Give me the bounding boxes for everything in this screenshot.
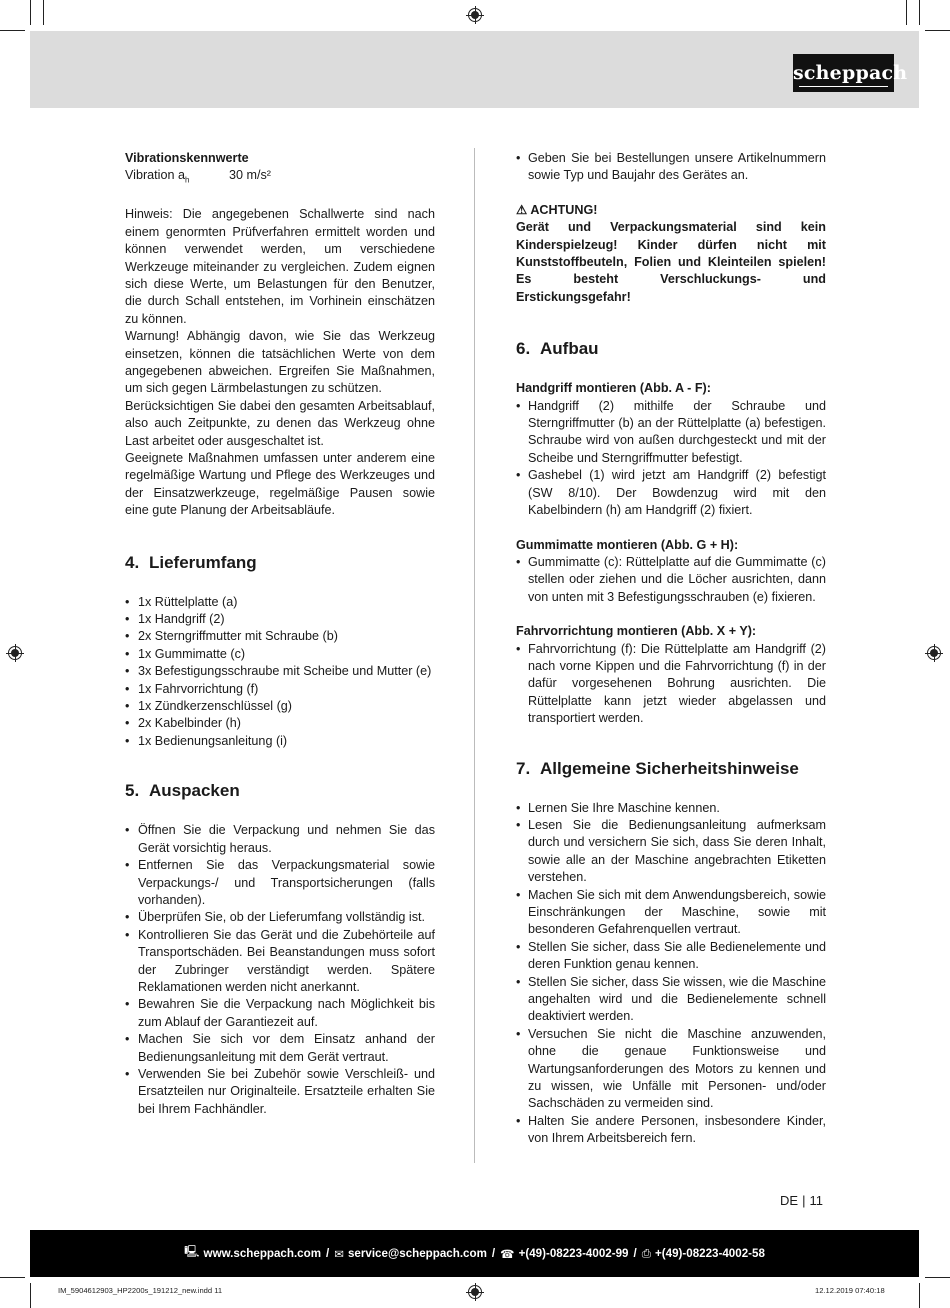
fax-number: +(49)-08223-4002-58: [655, 1247, 765, 1260]
crop-mark: [30, 1283, 31, 1308]
vibration-heading: Vibrationskennwerte: [125, 151, 249, 165]
list-item: • Kontrollieren Sie das Gerät und die Zubehörteile auf Transportschäden. Bei Beanstandungen muss sofort der Zubringer verständigt werden. Spätere Reklamationen werden nicht anerkannt.: [125, 927, 435, 997]
list-item: • 1x Gummimatte (c): [125, 646, 435, 663]
subsection-heading: Fahrvorrichtung montieren (Abb. X + Y):: [516, 624, 757, 639]
crop-mark: [906, 0, 907, 25]
list-item: • Verwenden Sie bei Zubehör sowie Verschleiß- und Ersatzteilen nur Originalteile. Ersatzteile erhalten Sie bei Ihrem Fachhändler.: [125, 1066, 435, 1118]
contact-footer: 🖳 www.scheppach.com / ✉ service@scheppach.com / ☎ +(49)-08223-4002-99 / ⎙ +(49)-08223-4002-58: [30, 1230, 919, 1277]
safety-list: [516, 800, 826, 1148]
vibration-row: [125, 167, 435, 189]
page-number: DE | 11: [780, 1193, 823, 1208]
slug-datetime: 12.12.2019 07:40:18: [815, 1286, 885, 1295]
list-item: • Gummimatte (c): Rüttelplatte auf die Gummimatte (c) stellen oder ziehen und die Löcher ausrichten, dann von unten mit 3 Befestigungsschrauben (e) fixieren.: [516, 554, 826, 606]
unpacking-list: [125, 822, 435, 1118]
email-link[interactable]: service@scheppach.com: [347, 1247, 487, 1260]
section-heading: 7. Allgemeine Sicherheitshinweise: [516, 758, 799, 778]
warning-paragraph: Warnung! Abhängig davon, wie Sie das Werkzeug einsetzen, können die tatsächlichen Werte von dem angegebenen abweichen. Ergreifen Sie Maßnahmen, um sich gegen Lärmbelastungen zu schützen.: [125, 329, 435, 396]
brand-logo: scheppach: [793, 54, 894, 92]
vibration-label: Vibration $a_h$: [125, 168, 190, 185]
list-item: • 2x Sterngriffmutter mit Schraube (b): [125, 628, 435, 645]
slug-filename: IM_5904612903_HP2200s_191212_new.indd 11: [58, 1286, 223, 1295]
section-heading: 4. Lieferumfang: [125, 552, 257, 572]
registration-mark-icon: [468, 8, 482, 22]
list-item: • Handgriff (2) mithilfe der Schraube und Sterngriffmutter (b) an der Rüttelplatte (a) befestigen. Schraube wird von außen durchgesteckt und mit der Scheibe und Sterngriffmutter befestigt.: [516, 398, 826, 468]
registration-mark-icon: [8, 646, 22, 660]
handgriff-list: [516, 398, 826, 520]
mail-icon: ✉: [334, 1247, 344, 1261]
gummimatte-list: [516, 554, 826, 606]
crop-mark: [925, 30, 950, 31]
subsection-heading: Handgriff montieren (Abb. A - F):: [516, 381, 711, 396]
list-item: • 1x Handgriff (2): [125, 611, 435, 628]
delivery-list: [125, 594, 435, 751]
section-heading: 5. Auspacken: [125, 781, 240, 801]
right-column: [516, 150, 826, 1148]
subsection-heading: Gummimatte montieren (Abb. G + H):: [516, 537, 739, 552]
vibration-value: 30 m/s²: [229, 168, 271, 183]
registration-mark-icon: [927, 646, 941, 660]
fax-icon: ⎙: [641, 1246, 651, 1260]
crop-mark: [30, 0, 31, 25]
section-heading: 6. Aufbau: [516, 339, 599, 359]
fahrvorrichtung-list: [516, 641, 826, 728]
left-column: [125, 150, 435, 1118]
list-item: • 1x Fahrvorrichtung (f): [125, 681, 435, 698]
column-divider: [474, 148, 475, 1163]
computer-icon: 🖳: [184, 1245, 200, 1258]
crop-mark: [919, 1283, 920, 1308]
list-item: • Versuchen Sie nicht die Maschine anzuwenden, ohne die genaue Funktionsweise und Wartungsanforderungen des Motors zu kennen und zu wissen, wie Unfälle mit Personen- und/oder Sachschäden zu vermeiden sind.: [516, 1026, 826, 1113]
list-item: • Öffnen Sie die Verpackung und nehmen Sie das Gerät vorsichtig heraus.: [125, 822, 435, 857]
consider-paragraph: Berücksichtigen Sie dabei den gesamten Arbeitsablauf, also auch Zeitpunkte, zu denen das Werkzeug ohne Last arbeitet oder ausgeschaltet ist.: [125, 398, 435, 448]
crop-mark: [0, 1277, 25, 1278]
phone-number: +(49)-08223-4002-99: [518, 1247, 629, 1260]
list-item: • Entfernen Sie das Verpackungsmaterial sowie Verpackungs-/ und Transportsicherungen (falls vorhanden).: [125, 857, 435, 909]
list-item: • Stellen Sie sicher, dass Sie alle Bedienelemente und deren Funktion genau kennen.: [516, 939, 826, 974]
list-item: • Geben Sie bei Bestellungen unsere Artikelnummern sowie Typ und Baujahr des Gerätes an.: [516, 150, 826, 185]
attention-text: Gerät und Verpackungsmaterial sind kein Kinderspielzeug! Kinder dürfen nicht mit Kunststoffbeuteln, Folien und Kleinteilen spielen! Es besteht Verschluckungs- und Erstickungsgefahr!: [516, 220, 826, 304]
list-item: • Fahrvorrichtung (f): Die Rüttelplatte am Handgriff (2) nach vorne Kippen und die Fahrvorrichtung (f) in der dafür vorgesehenen Bohrung ausrichten. Die Rüttelplatte kann jetzt wieder abgelassen und transportiert werden.: [516, 641, 826, 728]
list-item: • Machen Sie sich vor dem Einsatz anhand der Bedienungsanleitung mit dem Gerät vertraut.: [125, 1031, 435, 1066]
list-item: • Überprüfen Sie, ob der Lieferumfang vollständig ist.: [125, 909, 435, 926]
list-item: • Halten Sie andere Personen, insbesondere Kinder, von Ihrem Arbeitsbereich fern.: [516, 1113, 826, 1148]
list-item: • 1x Rüttelplatte (a): [125, 594, 435, 611]
list-item: • 1x Zündkerzenschlüssel (g): [125, 698, 435, 715]
list-item: • 2x Kabelbinder (h): [125, 715, 435, 732]
order-list: [516, 150, 826, 185]
crop-mark: [919, 0, 920, 25]
header-band: [30, 31, 919, 108]
list-item: • Machen Sie sich mit dem Anwendungsbereich, sowie Einschränkungen der Maschine, sowie mit besonderen Gefahrenquellen vertraut.: [516, 887, 826, 939]
attention-heading: ⚠ ACHTUNG!: [516, 202, 598, 217]
hint-paragraph: Hinweis: Die angegebenen Schallwerte sind nach einem genormten Prüfverfahren ermittelt worden und können verwendet werden, um verschiedene Werkzeuge miteinander zu vergleichen. Zudem eignen sich diese Werte, um Belastungen für den Benutzer, die durch Schall entstehen, im Vorhinein einschätzen zu können.: [125, 207, 435, 326]
website-link[interactable]: www.scheppach.com: [203, 1247, 322, 1260]
list-item: • 1x Bedienungsanleitung (i): [125, 733, 435, 750]
measures-paragraph: Geeignete Maßnahmen umfassen unter anderem eine regelmäßige Wartung und Pflege des Werkzeuges und der Einsatzwerkzeuge, regelmäßige Pausen sowie eine gute Planung der Arbeitsabläufe.: [125, 451, 435, 518]
list-item: • Lesen Sie die Bedienungsanleitung aufmerksam durch und versichern Sie sich, dass Sie deren Inhalt, sowie alle an der Maschine angebrachten Etiketten verstehen.: [516, 817, 826, 887]
crop-mark: [925, 1277, 950, 1278]
list-item: • Gashebel (1) wird jetzt am Handgriff (2) befestigt (SW 8/10). Der Bowdenzug wird mit den Kabelbindern (h) am Handgriff (2) fixiert.: [516, 467, 826, 519]
crop-mark: [0, 30, 25, 31]
list-item: • 3x Befestigungsschraube mit Scheibe und Mutter (e): [125, 663, 435, 680]
list-item: • Bewahren Sie die Verpackung nach Möglichkeit bis zum Ablauf der Garantiezeit auf.: [125, 996, 435, 1031]
phone-icon: ☎: [500, 1247, 515, 1261]
crop-mark: [43, 0, 44, 25]
registration-mark-icon: [468, 1285, 482, 1299]
list-item: • Lernen Sie Ihre Maschine kennen.: [516, 800, 826, 817]
list-item: • Stellen Sie sicher, dass Sie wissen, wie die Maschine angehalten wird und die Bedienelemente schnell deaktiviert werden.: [516, 974, 826, 1026]
